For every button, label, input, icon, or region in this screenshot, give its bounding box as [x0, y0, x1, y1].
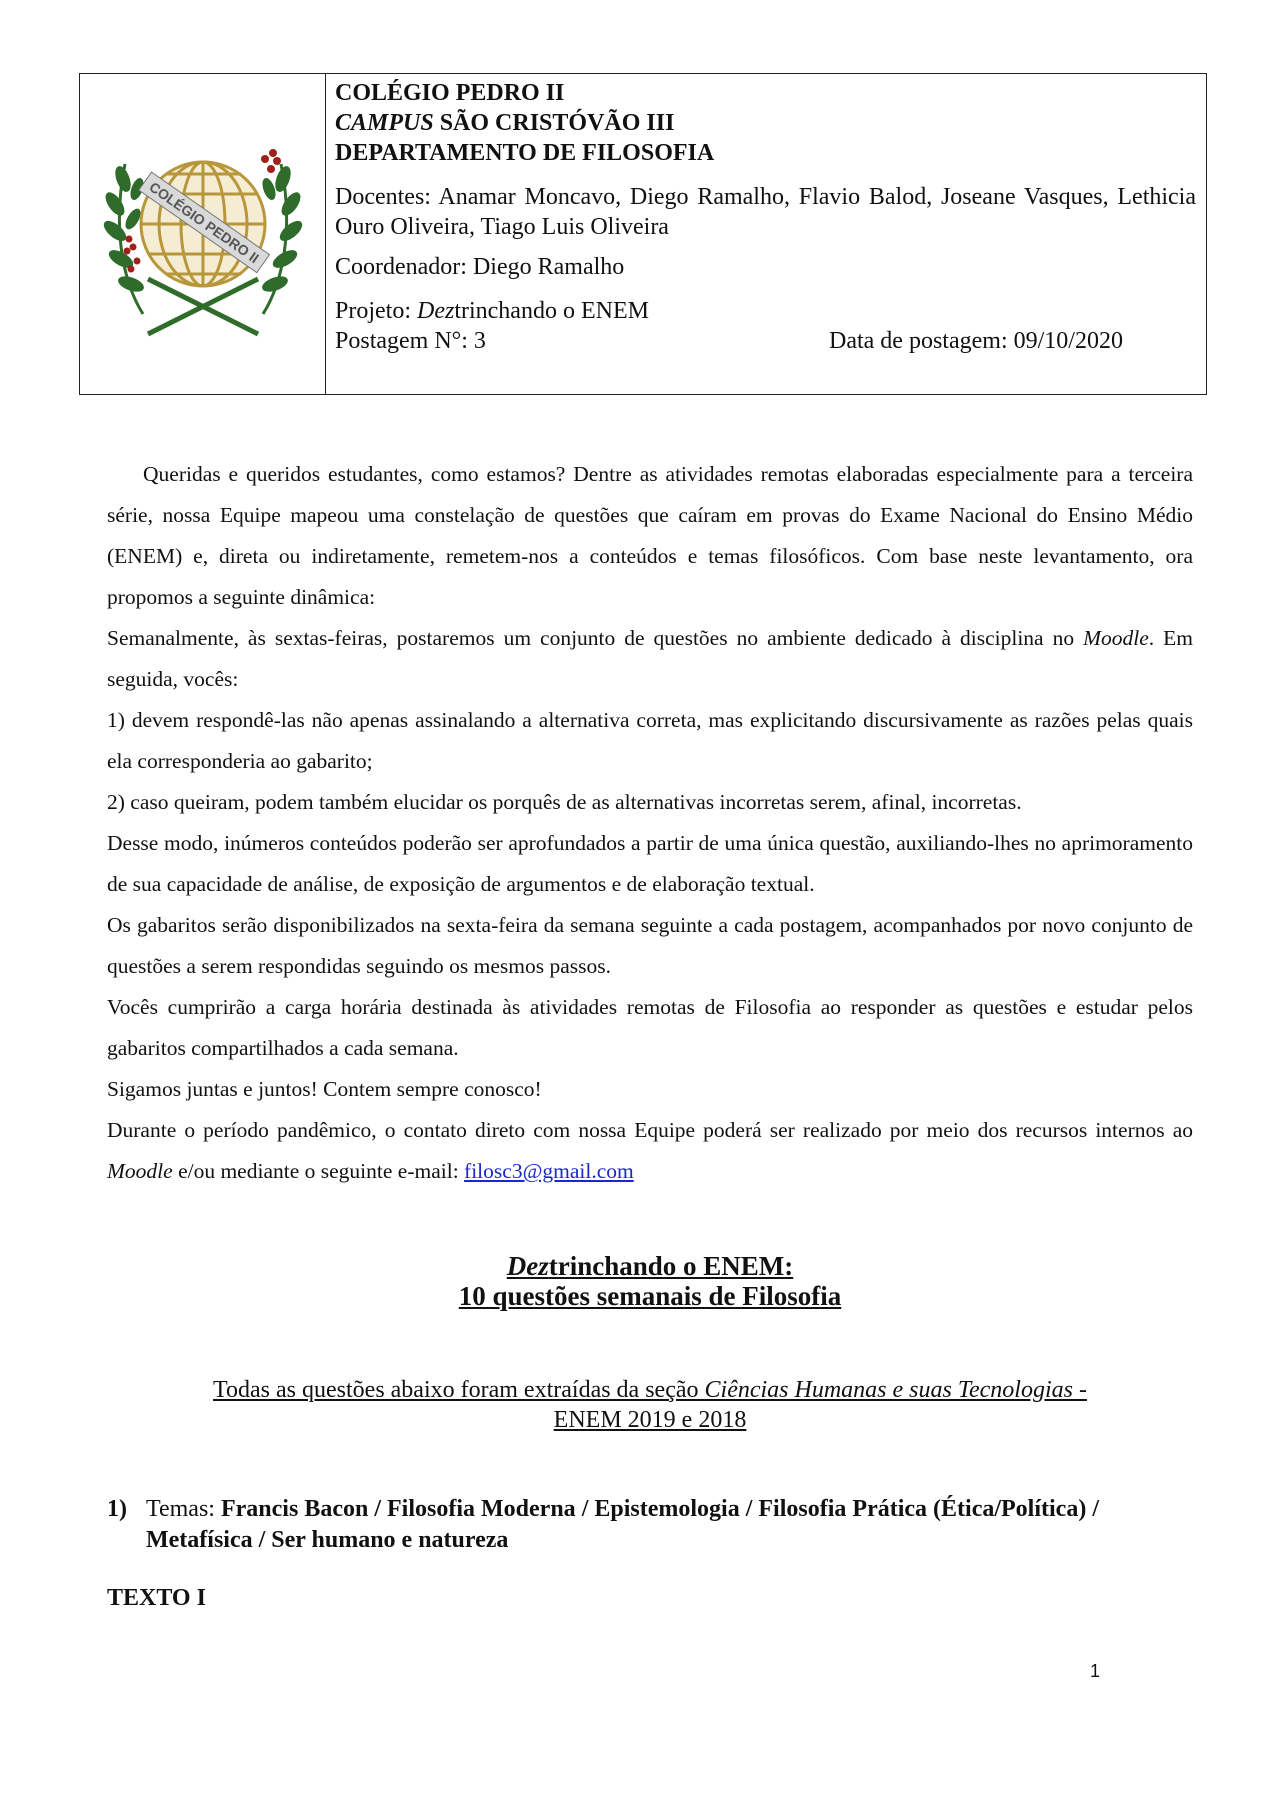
section-subtitle — [140, 1375, 1160, 1435]
coordenador-line: Coordenador: Diego Ramalho — [335, 254, 625, 280]
page-number: 1 — [1090, 1661, 1101, 1681]
paragraph-5: Desse modo, inúmeros conteúdos poderão ser aprofundados a partir de uma única questão, auxiliando-lhes no aprimoramento de sua capacidade de análise, de exposição de argumentos e de elaboração textual. — [107, 831, 1193, 896]
docentes-line: Docentes: Anamar Moncavo, Diego Ramalho, Flavio Balod, Joseane Vasques, Lethicia Ouro Oliveira, Tiago Luis Oliveira — [335, 184, 1196, 240]
school-crest-logo — [103, 129, 303, 339]
logo-cell — [80, 74, 326, 394]
paragraph-6: Os gabaritos serão disponibilizados na sexta-feira da semana seguinte a cada postagem, acompanhados por novo conjunto de questões a serem respondidas seguindo os mesmos passos. — [107, 913, 1193, 978]
question-1 — [107, 1494, 1099, 1556]
laurel-left-icon — [103, 164, 145, 314]
laurel-right-icon — [260, 164, 302, 314]
intro-text — [107, 454, 1193, 1192]
title-line-1: Deztrinchando o ENEM: — [506, 1251, 794, 1281]
question-themes: Temas: Francis Bacon / Filosofia Moderna / Epistemologia / Filosofia Prática (Ética/Política) / Metafísica / Ser humano e natureza — [146, 1496, 1099, 1553]
header-info — [326, 74, 1206, 394]
projeto-line: Projeto: Deztrinchando o ENEM — [335, 298, 649, 324]
campus-name: CAMPUS SÃO CRISTÓVÃO III — [335, 110, 675, 136]
paragraph-8: Sigamos juntas e juntos! Contem sempre conosco! — [107, 1077, 542, 1101]
postagem-row — [335, 326, 1196, 356]
subtitle-line-2: ENEM 2019 e 2018 — [553, 1407, 747, 1433]
header-box — [79, 73, 1207, 395]
question-number: 1) — [107, 1496, 127, 1522]
school-name: COLÉGIO PEDRO II — [335, 80, 565, 106]
texto-label: TEXTO I — [107, 1585, 206, 1611]
data-postagem: Data de postagem: 09/10/2020 — [829, 328, 1123, 354]
postagem-number: Postagem N°: 3 — [335, 328, 486, 354]
paragraph-2: Semanalmente, às sextas-feiras, postaremos um conjunto de questões no ambiente dedicado à disciplina no Moodle. Em seguida, vocês: — [107, 626, 1194, 691]
logo-ribbon-text: COLÉGIO PEDRO II — [145, 178, 262, 267]
department-name: DEPARTAMENTO DE FILOSOFIA — [335, 140, 715, 166]
subtitle-line-1: Todas as questões abaixo foram extraídas da seção Ciências Humanas e suas Tecnologias - — [213, 1377, 1087, 1403]
paragraph-3: 1) devem respondê-las não apenas assinalando a alternativa correta, mas explicitando discursivamente as razões pelas quais ela corresponderia ao gabarito; — [107, 708, 1193, 773]
title-line-2: 10 questões semanais de Filosofia — [458, 1281, 842, 1311]
paragraph-4: 2) caso queiram, podem também elucidar os porquês de as alternativas incorretas serem, afinal, incorretas. — [107, 790, 1022, 814]
paragraph-7: Vocês cumprirão a carga horária destinada às atividades remotas de Filosofia ao responder as questões e estudar pelos gabaritos compartilhados a cada semana. — [107, 995, 1193, 1060]
section-title — [0, 1251, 1280, 1311]
paragraph-9: Durante o período pandêmico, o contato direto com nossa Equipe poderá ser realizado por meio dos recursos internos ao Moodle e/ou mediante o seguinte e-mail: filosc3@gmail.com — [107, 1118, 1193, 1183]
paragraph-1: Queridas e queridos estudantes, como estamos? Dentre as atividades remotas elaboradas especialmente para a terceira série, nossa Equipe mapeou uma constelação de questões que caíram em provas do Exame Nacional do Ensino Médio (ENEM) e, direta ou indiretamente, remetem-nos a conteúdos e temas filosóficos. Com base neste levantamento, ora propomos a seguinte dinâmica: — [107, 462, 1193, 609]
email-link[interactable]: filosc3@gmail.com — [464, 1159, 634, 1183]
